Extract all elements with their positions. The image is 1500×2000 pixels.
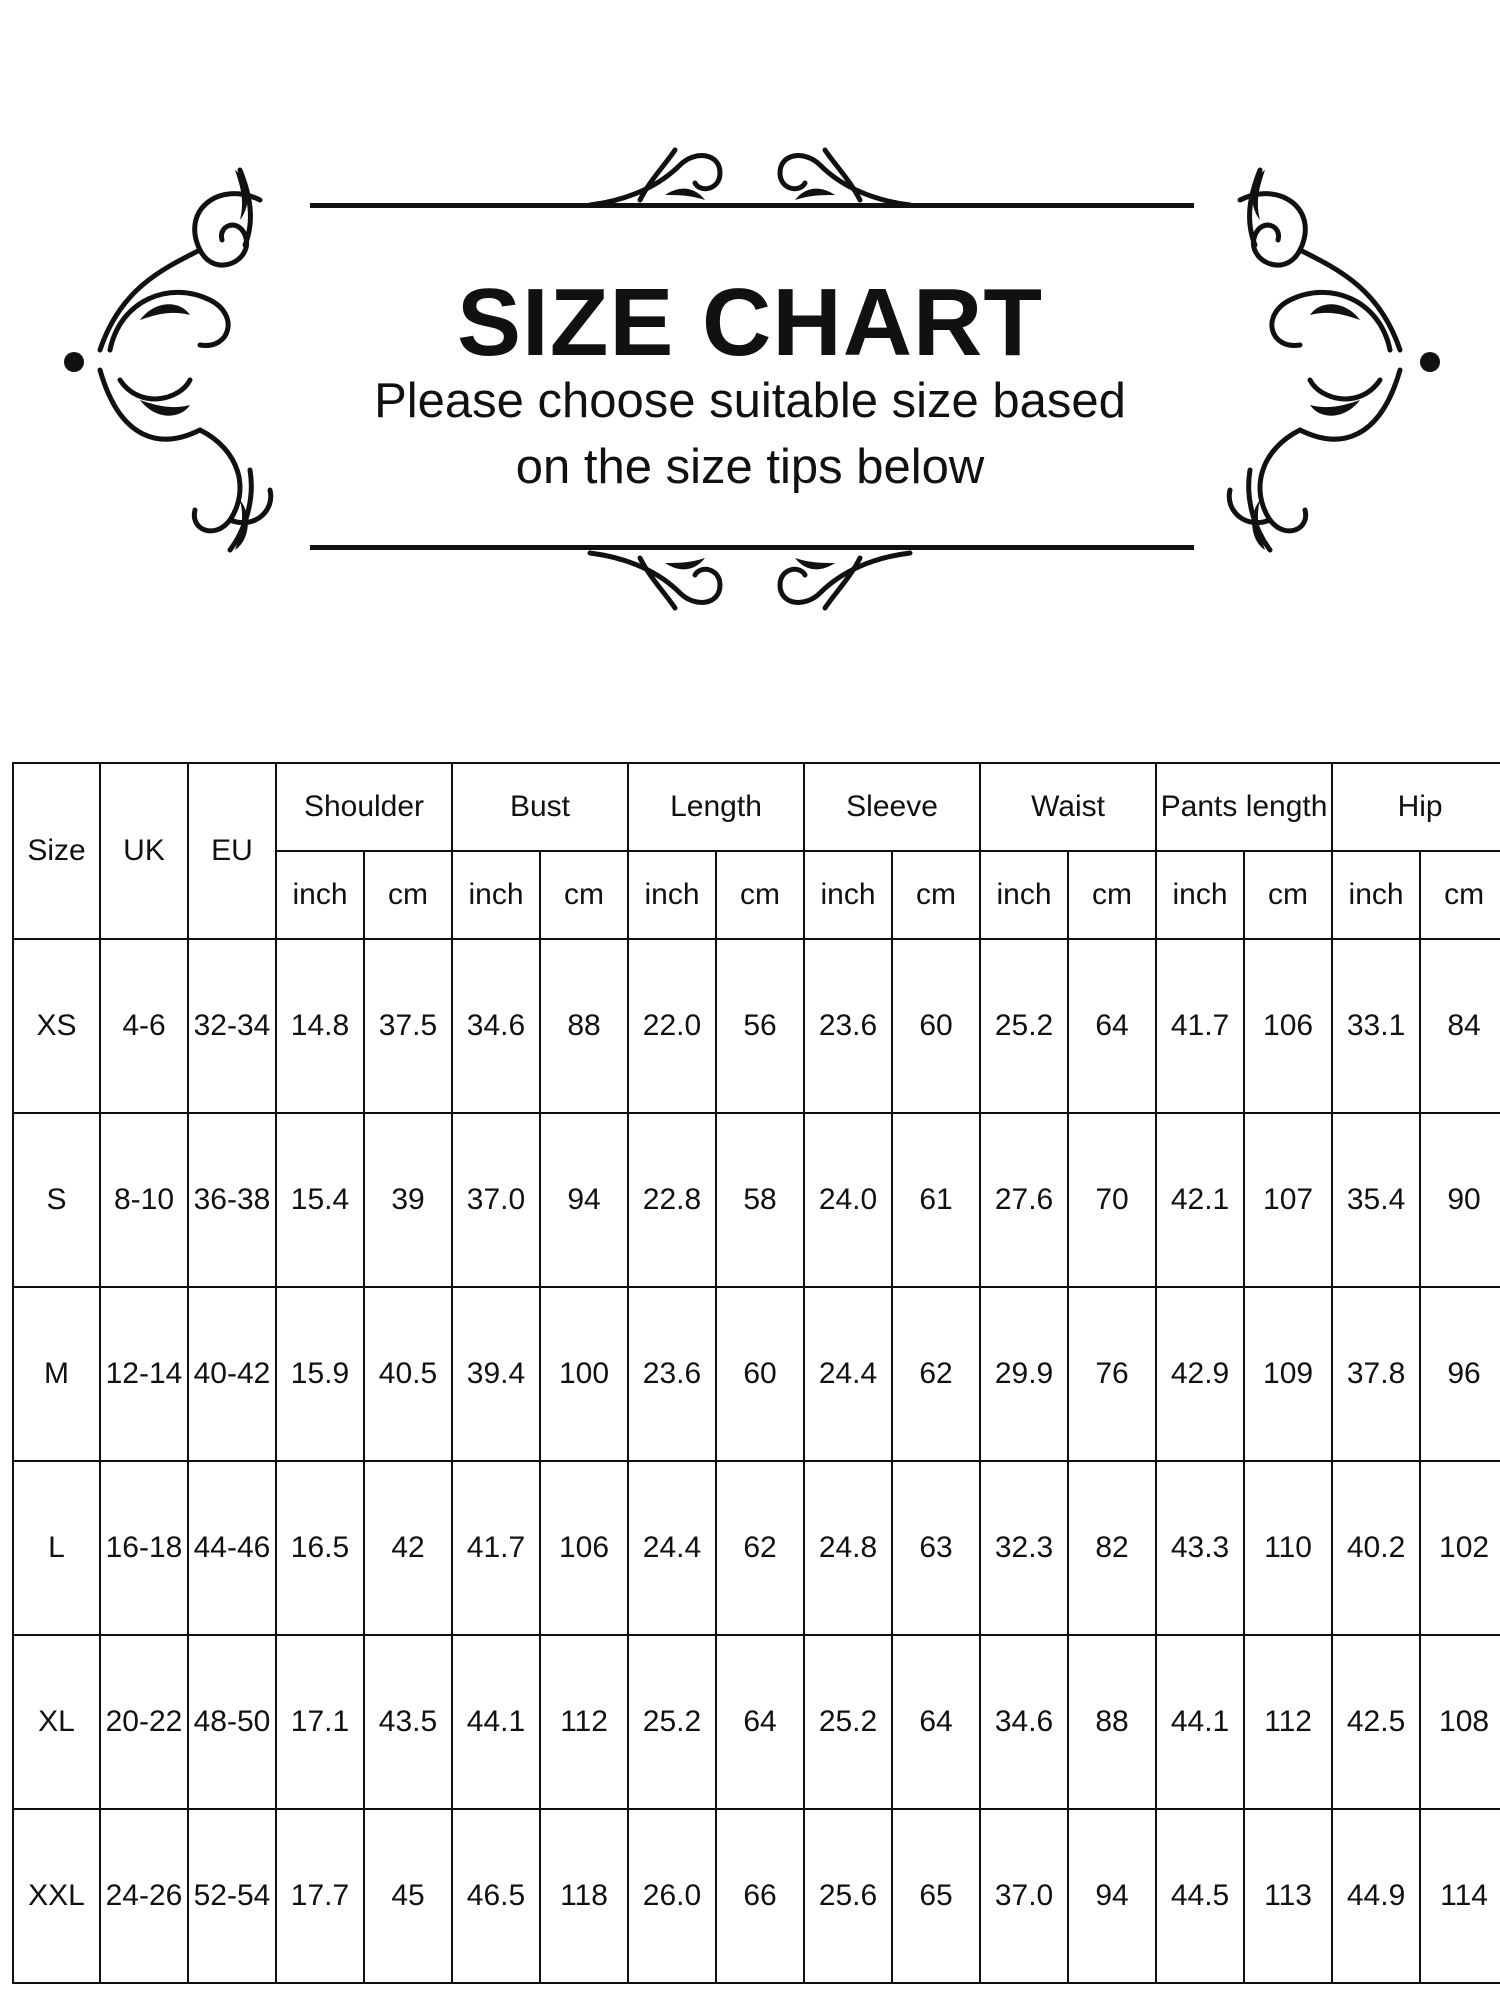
- measurement-cell: 37.0: [452, 1113, 540, 1287]
- measurement-cell: 37.0: [980, 1809, 1068, 1983]
- page-subtitle: [0, 368, 1500, 500]
- measurement-cell: 42.9: [1156, 1287, 1244, 1461]
- measurement-cell: 44.1: [1156, 1635, 1244, 1809]
- unit-cm-header: cm: [1068, 851, 1156, 939]
- uk-size-cell: 8-10: [100, 1113, 188, 1287]
- subtitle-line-1: Please choose suitable size based: [374, 374, 1126, 428]
- measurement-cell: 46.5: [452, 1809, 540, 1983]
- unit-cm-header: cm: [1420, 851, 1500, 939]
- measurement-cell: 22.8: [628, 1113, 716, 1287]
- measurement-cell: 62: [892, 1287, 980, 1461]
- uk-size-cell: 24-26: [100, 1809, 188, 1983]
- measurement-cell: 25.2: [628, 1635, 716, 1809]
- unit-cm-header: cm: [364, 851, 452, 939]
- measurement-cell: 40.5: [364, 1287, 452, 1461]
- shoulder-header: Shoulder: [276, 763, 452, 851]
- measurement-cell: 23.6: [628, 1287, 716, 1461]
- measurement-cell: 41.7: [1156, 939, 1244, 1113]
- measurement-cell: 23.6: [804, 939, 892, 1113]
- uk-header: UK: [100, 763, 188, 939]
- measurement-cell: 88: [1068, 1635, 1156, 1809]
- size-cell: XXL: [13, 1809, 100, 1983]
- measurement-cell: 64: [716, 1635, 804, 1809]
- size-cell: XL: [13, 1635, 100, 1809]
- uk-size-cell: 20-22: [100, 1635, 188, 1809]
- measurement-cell: 41.7: [452, 1461, 540, 1635]
- table-row: [13, 1635, 1500, 1809]
- eu-header: EU: [188, 763, 276, 939]
- measurement-cell: 114: [1420, 1809, 1500, 1983]
- measurement-cell: 43.3: [1156, 1461, 1244, 1635]
- eu-size-cell: 44-46: [188, 1461, 276, 1635]
- measurement-cell: 33.1: [1332, 939, 1420, 1113]
- measurement-cell: 108: [1420, 1635, 1500, 1809]
- table-row: [13, 1461, 1500, 1635]
- size-cell: S: [13, 1113, 100, 1287]
- eu-size-cell: 52-54: [188, 1809, 276, 1983]
- table-header-row: [13, 763, 1500, 851]
- waist-header: Waist: [980, 763, 1156, 851]
- measurement-cell: 100: [540, 1287, 628, 1461]
- measurement-cell: 42.5: [1332, 1635, 1420, 1809]
- measurement-cell: 14.8: [276, 939, 364, 1113]
- measurement-cell: 58: [716, 1113, 804, 1287]
- subtitle-line-2: on the size tips below: [515, 440, 985, 494]
- eu-size-cell: 40-42: [188, 1287, 276, 1461]
- unit-inch-header: inch: [1332, 851, 1420, 939]
- measurement-cell: 24.0: [804, 1113, 892, 1287]
- measurement-cell: 25.2: [980, 939, 1068, 1113]
- measurement-cell: 113: [1244, 1809, 1332, 1983]
- measurement-cell: 25.2: [804, 1635, 892, 1809]
- size-chart-banner: [0, 0, 1500, 640]
- measurement-cell: 39.4: [452, 1287, 540, 1461]
- measurement-cell: 34.6: [980, 1635, 1068, 1809]
- measurement-cell: 37.8: [1332, 1287, 1420, 1461]
- measurement-cell: 112: [540, 1635, 628, 1809]
- measurement-cell: 84: [1420, 939, 1500, 1113]
- measurement-cell: 66: [716, 1809, 804, 1983]
- measurement-cell: 45: [364, 1809, 452, 1983]
- measurement-cell: 64: [1068, 939, 1156, 1113]
- measurement-cell: 44.5: [1156, 1809, 1244, 1983]
- sleeve-header: Sleeve: [804, 763, 980, 851]
- unit-inch-header: inch: [628, 851, 716, 939]
- size-cell: M: [13, 1287, 100, 1461]
- top-center-ornament-icon: [570, 145, 930, 210]
- measurement-cell: 60: [716, 1287, 804, 1461]
- measurement-cell: 15.4: [276, 1113, 364, 1287]
- bust-header: Bust: [452, 763, 628, 851]
- hip-header: Hip: [1332, 763, 1500, 851]
- eu-size-cell: 36-38: [188, 1113, 276, 1287]
- size-header: Size: [13, 763, 100, 939]
- unit-inch-header: inch: [980, 851, 1068, 939]
- measurement-cell: 110: [1244, 1461, 1332, 1635]
- unit-cm-header: cm: [716, 851, 804, 939]
- measurement-cell: 22.0: [628, 939, 716, 1113]
- measurement-cell: 88: [540, 939, 628, 1113]
- measurement-cell: 107: [1244, 1113, 1332, 1287]
- measurement-cell: 109: [1244, 1287, 1332, 1461]
- measurement-cell: 34.6: [452, 939, 540, 1113]
- eu-size-cell: 32-34: [188, 939, 276, 1113]
- measurement-cell: 39: [364, 1113, 452, 1287]
- measurement-cell: 44.1: [452, 1635, 540, 1809]
- size-cell: L: [13, 1461, 100, 1635]
- measurement-cell: 56: [716, 939, 804, 1113]
- measurement-cell: 65: [892, 1809, 980, 1983]
- measurement-cell: 24.4: [804, 1287, 892, 1461]
- unit-inch-header: inch: [452, 851, 540, 939]
- measurement-cell: 82: [1068, 1461, 1156, 1635]
- measurement-cell: 27.6: [980, 1113, 1068, 1287]
- unit-cm-header: cm: [892, 851, 980, 939]
- measurement-cell: 118: [540, 1809, 628, 1983]
- measurement-cell: 60: [892, 939, 980, 1113]
- table-row: [13, 1113, 1500, 1287]
- measurement-cell: 32.3: [980, 1461, 1068, 1635]
- measurement-cell: 106: [540, 1461, 628, 1635]
- measurement-cell: 37.5: [364, 939, 452, 1113]
- page-title: SIZE CHART: [457, 269, 1043, 376]
- measurement-cell: 43.5: [364, 1635, 452, 1809]
- unit-inch-header: inch: [1156, 851, 1244, 939]
- unit-inch-header: inch: [276, 851, 364, 939]
- table-row: [13, 1809, 1500, 1983]
- measurement-cell: 94: [540, 1113, 628, 1287]
- unit-inch-header: inch: [804, 851, 892, 939]
- measurement-cell: 17.7: [276, 1809, 364, 1983]
- measurement-cell: 17.1: [276, 1635, 364, 1809]
- unit-cm-header: cm: [1244, 851, 1332, 939]
- measurement-cell: 94: [1068, 1809, 1156, 1983]
- size-table: [12, 762, 1500, 1984]
- uk-size-cell: 16-18: [100, 1461, 188, 1635]
- measurement-cell: 102: [1420, 1461, 1500, 1635]
- measurement-cell: 106: [1244, 939, 1332, 1113]
- table-row: [13, 1287, 1500, 1461]
- pants-length-header: Pants length: [1156, 763, 1332, 851]
- measurement-cell: 35.4: [1332, 1113, 1420, 1287]
- length-header: Length: [628, 763, 804, 851]
- uk-size-cell: 4-6: [100, 939, 188, 1113]
- measurement-cell: 62: [716, 1461, 804, 1635]
- measurement-cell: 29.9: [980, 1287, 1068, 1461]
- measurement-cell: 42: [364, 1461, 452, 1635]
- measurement-cell: 24.4: [628, 1461, 716, 1635]
- measurement-cell: 96: [1420, 1287, 1500, 1461]
- measurement-cell: 16.5: [276, 1461, 364, 1635]
- measurement-cell: 90: [1420, 1113, 1500, 1287]
- measurement-cell: 42.1: [1156, 1113, 1244, 1287]
- measurement-cell: 70: [1068, 1113, 1156, 1287]
- table-body: [13, 939, 1500, 1983]
- bottom-center-ornament-icon: [570, 548, 930, 613]
- measurement-cell: 24.8: [804, 1461, 892, 1635]
- measurement-cell: 44.9: [1332, 1809, 1420, 1983]
- measurement-cell: 64: [892, 1635, 980, 1809]
- size-cell: XS: [13, 939, 100, 1113]
- unit-cm-header: cm: [540, 851, 628, 939]
- measurement-cell: 61: [892, 1113, 980, 1287]
- measurement-cell: 40.2: [1332, 1461, 1420, 1635]
- measurement-cell: 15.9: [276, 1287, 364, 1461]
- uk-size-cell: 12-14: [100, 1287, 188, 1461]
- measurement-cell: 63: [892, 1461, 980, 1635]
- measurement-cell: 26.0: [628, 1809, 716, 1983]
- measurement-cell: 76: [1068, 1287, 1156, 1461]
- table-row: [13, 939, 1500, 1113]
- measurement-cell: 25.6: [804, 1809, 892, 1983]
- measurement-cell: 112: [1244, 1635, 1332, 1809]
- eu-size-cell: 48-50: [188, 1635, 276, 1809]
